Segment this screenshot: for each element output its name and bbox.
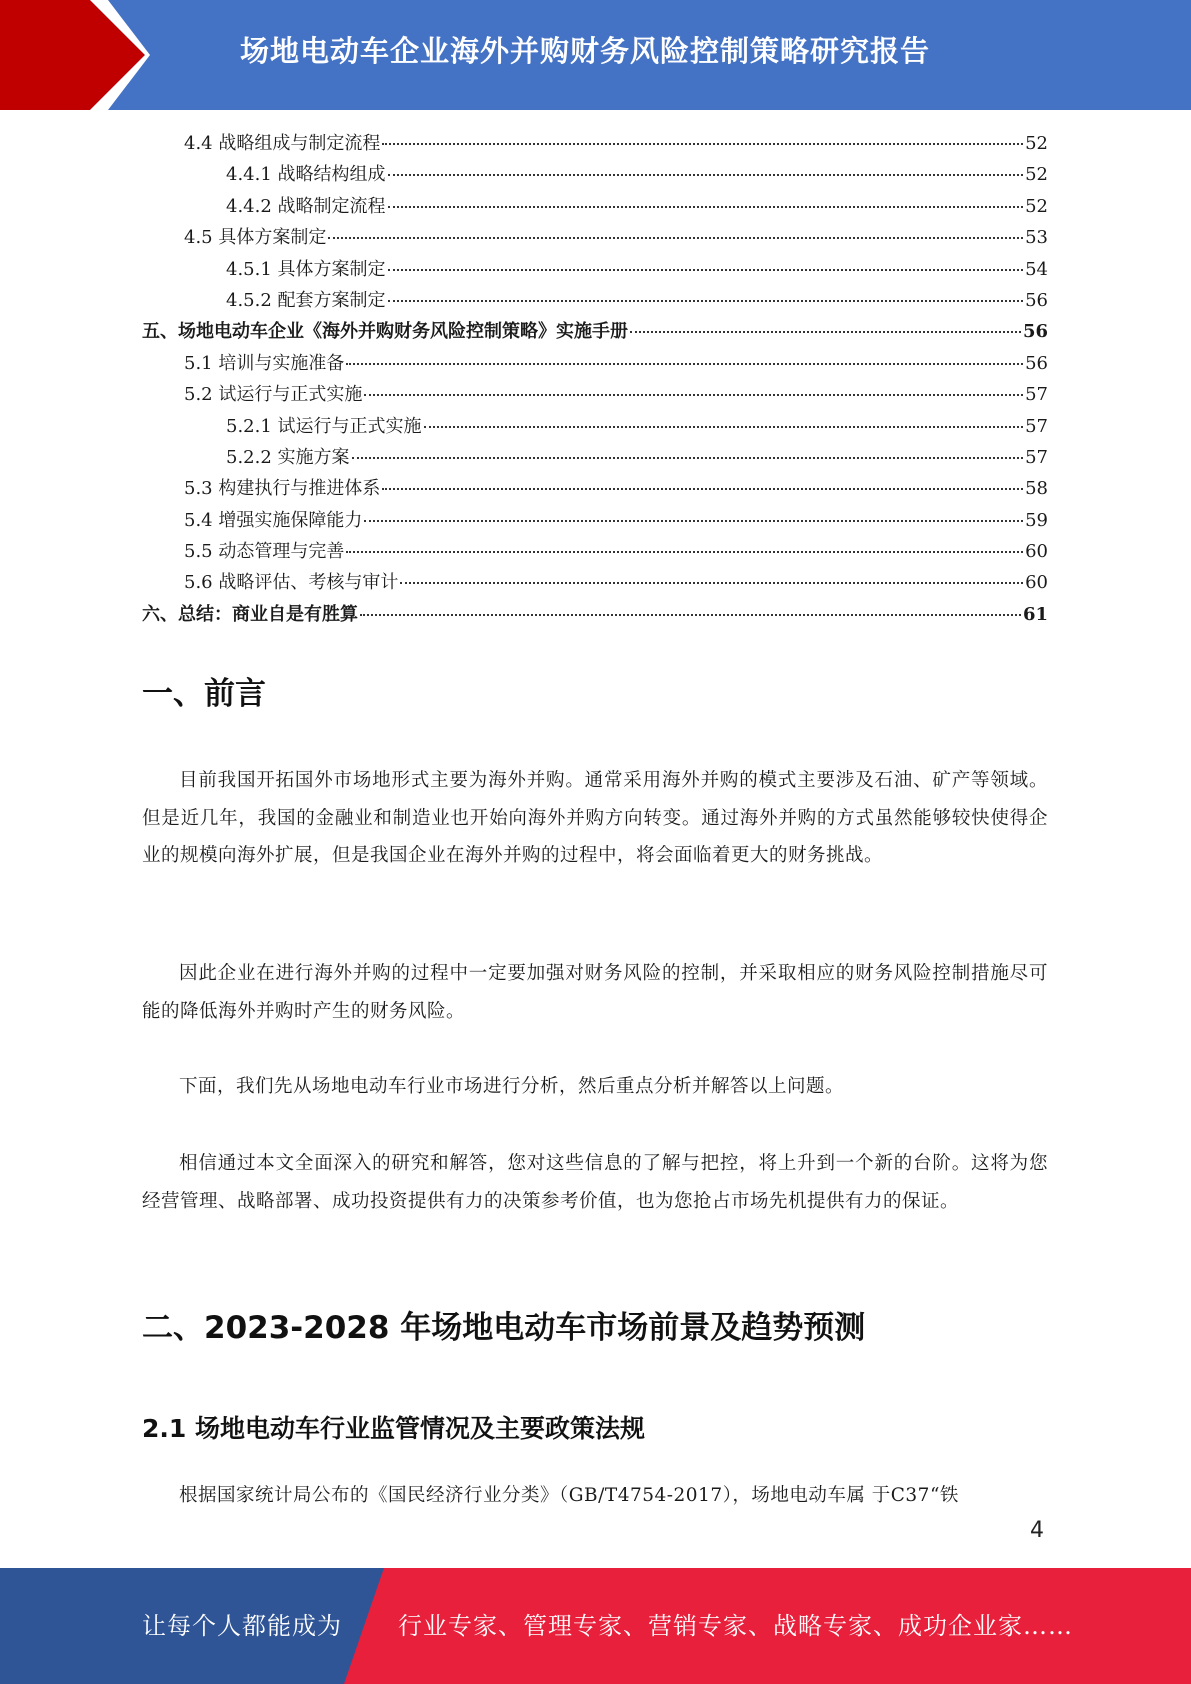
toc-dot-leader <box>382 143 1023 145</box>
toc-entry-page: 57 <box>1025 415 1048 437</box>
toc-entry[interactable] <box>142 128 1048 159</box>
toc-dot-leader <box>400 582 1023 584</box>
paragraph: 相信通过本文全面深入的研究和解答，您对这些信息的了解与把控，将上升到一个新的台阶。这将为您经营管理、战略部署、成功投资提供有力的决策参考价值，也为您抢占市场先机提供有力的保证。 <box>142 1153 1048 1212</box>
toc-entry-page: 56 <box>1025 352 1048 374</box>
section-heading-preface: 一、前言 <box>142 676 266 712</box>
page-footer <box>0 1568 1191 1684</box>
toc-dot-leader <box>388 269 1024 271</box>
toc-entry[interactable] <box>142 599 1048 630</box>
toc-entry-page: 53 <box>1025 227 1048 249</box>
toc-dot-leader <box>346 363 1023 365</box>
toc-entry-page: 52 <box>1025 133 1048 154</box>
report-title: 场地电动车企业海外并购财务风险控制策略研究报告 <box>240 34 931 68</box>
paragraph: 根据国家统计局公布的《国民经济行业分类》（GB/T4754-2017），场地电动车属 于C37“铁 <box>179 1485 959 1506</box>
toc-dot-leader <box>388 174 1024 176</box>
toc-entry-page: 60 <box>1025 541 1048 563</box>
toc-entry-page: 59 <box>1025 509 1048 531</box>
footer-slogan-left: 让每个人都能成为 <box>142 1612 342 1640</box>
toc-dot-leader <box>346 551 1023 553</box>
toc-entry-label: 5.2 试运行与正式实施 <box>184 384 363 406</box>
section-heading-forecast: 二、2023-2028 年场地电动车市场前景及趋势预测 <box>142 1310 866 1346</box>
toc-dot-leader <box>364 520 1023 522</box>
toc-entry-label: 4.4.1 战略结构组成 <box>226 164 386 186</box>
header-arrow-decoration <box>0 0 160 110</box>
subsection-heading: 2.1 场地电动车行业监管情况及主要政策法规 <box>142 1414 645 1443</box>
toc-entry[interactable] <box>142 348 1048 379</box>
toc-dot-leader <box>328 237 1023 239</box>
toc-entry[interactable] <box>142 536 1048 567</box>
toc-entry-label: 5.2.1 试运行与正式实施 <box>226 415 422 437</box>
toc-entry[interactable] <box>142 222 1048 253</box>
toc-entry-page: 60 <box>1025 572 1048 594</box>
toc-entry-label: 4.5 具体方案制定 <box>184 227 327 249</box>
toc-entry[interactable] <box>142 442 1048 473</box>
toc-dot-leader <box>630 331 1021 333</box>
paragraph: 目前我国开拓国外市场地形式主要为海外并购。通常采用海外并购的模式主要涉及石油、矿产等领域。但是近几年，我国的金融业和制造业也开始向海外并购方向转变。通过海外并购的方式虽然能够较快使得企业的规模向海外扩展，但是我国企业在海外并购的过程中，将会面临着更大的财务挑战。 <box>142 770 1048 866</box>
table-of-contents <box>142 128 1048 630</box>
toc-entry-page: 61 <box>1022 603 1048 625</box>
toc-entry-page: 54 <box>1025 258 1048 280</box>
page-header <box>0 0 1191 110</box>
toc-dot-leader <box>424 426 1024 428</box>
toc-entry[interactable] <box>142 191 1048 222</box>
footer-slogan-right: 行业专家、管理专家、营销专家、战略专家、成功企业家…… <box>398 1612 1073 1640</box>
toc-entry-page: 56 <box>1022 321 1048 343</box>
toc-dot-leader <box>364 394 1023 396</box>
page-number: 4 <box>1030 1518 1044 1543</box>
toc-entry[interactable] <box>142 505 1048 536</box>
toc-entry[interactable] <box>142 567 1048 598</box>
toc-entry-label: 5.6 战略评估、考核与审计 <box>184 572 399 594</box>
toc-entry[interactable] <box>142 411 1048 442</box>
toc-dot-leader <box>352 457 1024 459</box>
toc-entry-label: 4.5.1 具体方案制定 <box>226 258 386 280</box>
toc-entry-label: 5.5 动态管理与完善 <box>184 541 345 563</box>
toc-entry-label: 五、场地电动车企业《海外并购财务风险控制策略》实施手册 <box>142 321 628 343</box>
toc-entry[interactable] <box>142 379 1048 410</box>
toc-entry-label: 4.5.2 配套方案制定 <box>226 289 386 311</box>
toc-dot-leader <box>360 614 1021 616</box>
toc-entry[interactable] <box>142 159 1048 190</box>
paragraph: 下面，我们先从场地电动车行业市场进行分析，然后重点分析并解答以上问题。 <box>179 1076 845 1097</box>
toc-entry-label: 六、总结：商业自是有胜算 <box>142 603 358 625</box>
toc-entry-label: 5.4 增强实施保障能力 <box>184 509 363 531</box>
toc-entry-page: 56 <box>1025 289 1048 311</box>
toc-entry-page: 52 <box>1025 195 1048 217</box>
toc-dot-leader <box>388 300 1024 302</box>
toc-entry-label: 4.4 战略组成与制定流程 <box>184 133 381 154</box>
toc-entry[interactable] <box>142 254 1048 285</box>
toc-entry-label: 4.4.2 战略制定流程 <box>226 195 386 217</box>
toc-dot-leader <box>382 488 1023 490</box>
toc-entry[interactable] <box>142 473 1048 504</box>
paragraph: 因此企业在进行海外并购的过程中一定要加强对财务风险的控制，并采取相应的财务风险控制措施尽可能的降低海外并购时产生的财务风险。 <box>142 963 1048 1022</box>
toc-entry-label: 5.3 构建执行与推进体系 <box>184 478 381 500</box>
toc-entry-label: 5.2.2 实施方案 <box>226 446 350 468</box>
toc-entry[interactable] <box>142 285 1048 316</box>
toc-entry[interactable] <box>142 316 1048 347</box>
toc-dot-leader <box>388 206 1024 208</box>
toc-entry-page: 57 <box>1025 446 1048 468</box>
toc-entry-label: 5.1 培训与实施准备 <box>184 352 345 374</box>
toc-entry-page: 58 <box>1025 478 1048 500</box>
toc-entry-page: 52 <box>1025 164 1048 186</box>
toc-entry-page: 57 <box>1025 384 1048 406</box>
